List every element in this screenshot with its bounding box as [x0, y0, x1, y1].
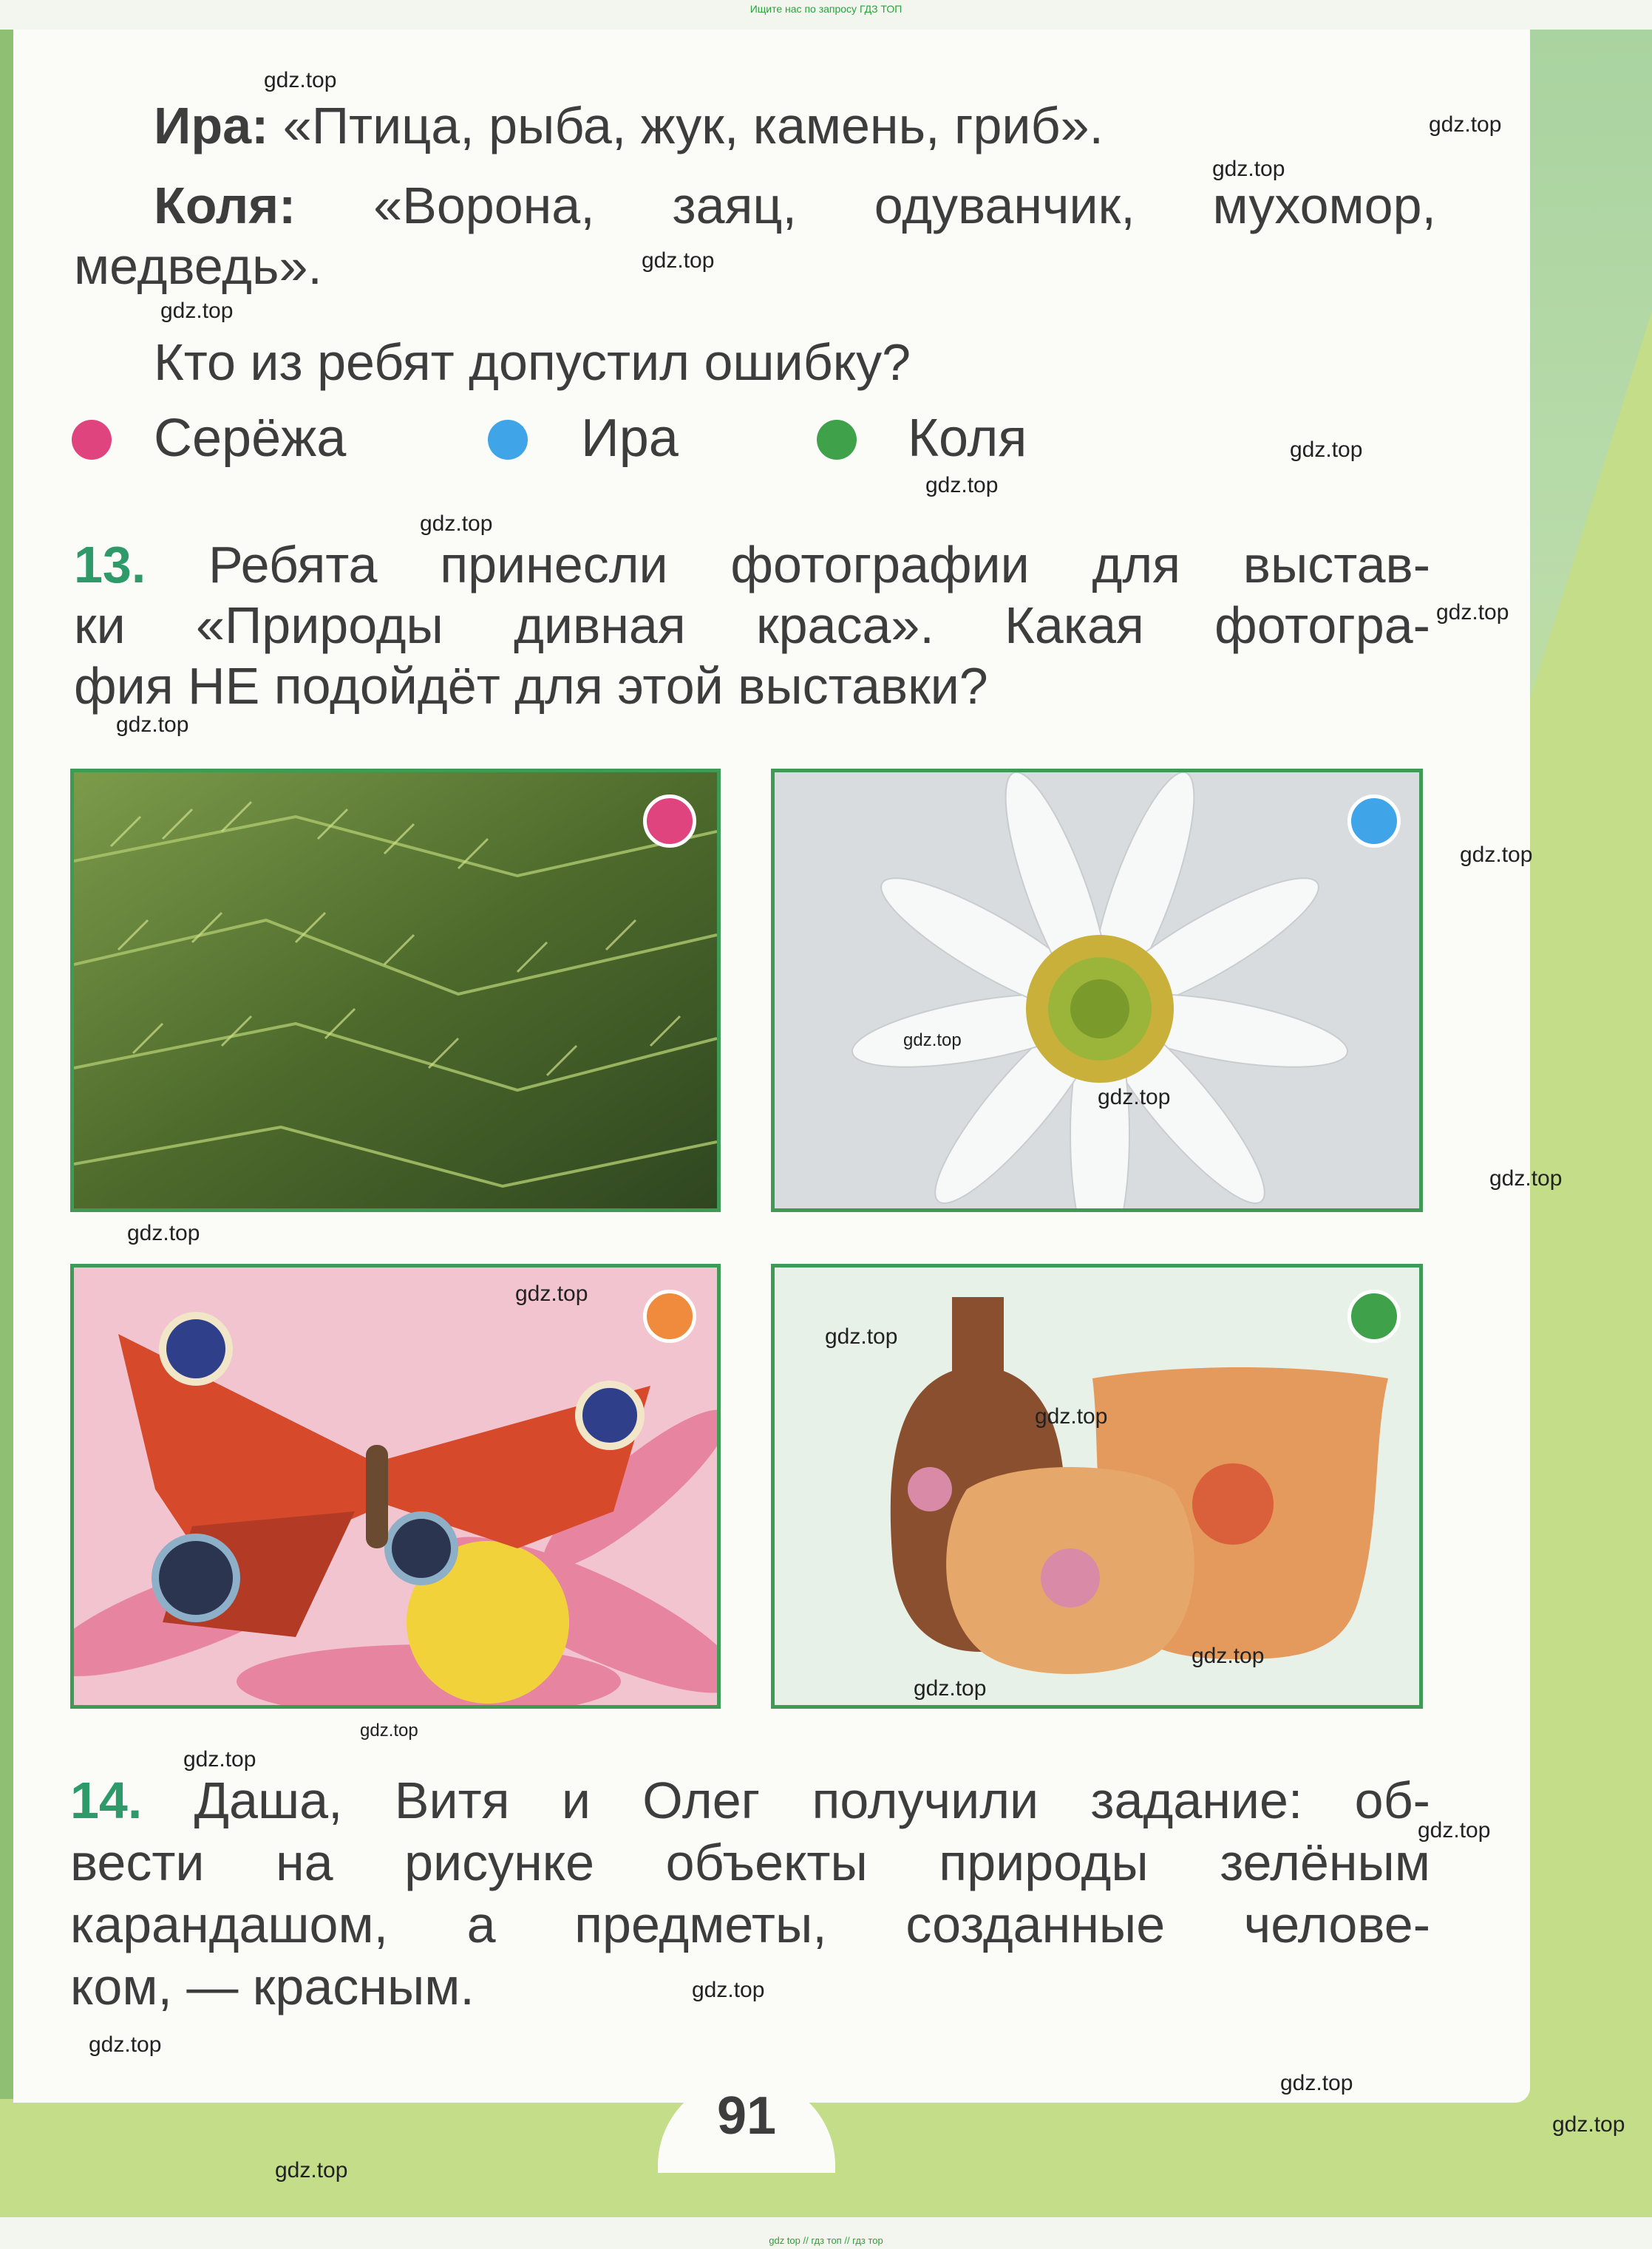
kolya-text-1: «Ворона, заяц, одуванчик, мухомор,: [373, 177, 1436, 234]
watermark: gdz.top: [1035, 1404, 1108, 1429]
kolya-answer-line2: медведь».: [74, 237, 322, 295]
watermark: gdz.top: [1489, 1166, 1563, 1191]
task13-line3: фия НЕ подойдёт для этой выставки?: [74, 657, 988, 715]
watermark: gdz.top: [903, 1030, 962, 1050]
watermark: gdz.top: [1098, 1085, 1171, 1109]
watermark: gdz.top: [116, 712, 189, 737]
watermark: gdz.top: [160, 299, 234, 323]
watermark: gdz.top: [183, 1747, 256, 1772]
watermark: gdz.top: [1436, 600, 1509, 625]
task13-line2: ки «Природы дивная краса». Какая фотогра-: [74, 596, 1430, 654]
watermark: gdz.top: [89, 2032, 162, 2057]
watermark: gdz.top: [1212, 157, 1285, 181]
task14-number: 14.: [70, 1772, 143, 1829]
header-note: Ищите нас по запросу ГДЗ ТОП: [749, 3, 903, 15]
watermark: gdz.top: [420, 511, 493, 536]
kolya-name: Коля:: [154, 177, 296, 234]
task14-line1: [70, 1769, 1430, 1831]
ira-answer: [154, 95, 1322, 157]
task13-line1: [74, 534, 1430, 596]
watermark: gdz.top: [264, 68, 337, 92]
photo-butterfly[interactable]: [70, 1264, 721, 1709]
watermark: gdz.top: [1290, 438, 1363, 462]
page-number: 91: [716, 2086, 777, 2146]
watermark: gdz.top: [1280, 2071, 1353, 2095]
photo-vases-badge[interactable]: [1347, 1290, 1401, 1343]
watermark: gdz.top: [1429, 112, 1502, 137]
option-kolya-marker[interactable]: [817, 420, 857, 460]
watermark: gdz.top: [275, 2158, 348, 2182]
task14-line1-text: Даша, Витя и Олег получили задание: об-: [194, 1772, 1430, 1829]
watermark: gdz.top: [1552, 2112, 1625, 2137]
photo-butterfly-badge[interactable]: [643, 1290, 696, 1343]
footer-note: gdz top // гдз топ // гдз тор: [769, 2235, 883, 2246]
kolya-answer-line1: [154, 174, 1436, 237]
watermark: gdz.top: [127, 1221, 200, 1245]
photo-daisy-badge[interactable]: [1347, 795, 1401, 848]
photo-spruce-badge[interactable]: [643, 795, 696, 848]
task13-line1-text: Ребята принесли фотографии для выстав-: [208, 536, 1430, 593]
option-ira-marker[interactable]: [488, 420, 528, 460]
task14-line4: ком, — красным.: [70, 1958, 475, 2015]
watermark: gdz.top: [692, 1978, 765, 2002]
task13-number: 13.: [74, 536, 146, 593]
spruce-image: [74, 772, 717, 1208]
ira-text: «Птица, рыба, жук, камень, гриб».: [282, 97, 1104, 154]
watermark: gdz.top: [1460, 843, 1533, 867]
left-margin-stripe: [0, 30, 13, 2121]
task12-question: Кто из ребят допустил ошибку?: [154, 333, 911, 391]
option-kolya[interactable]: Коля: [908, 409, 1027, 468]
watermark: gdz.top: [914, 1676, 987, 1701]
butterfly-image: [74, 1268, 717, 1705]
option-seryozha-marker[interactable]: [72, 420, 112, 460]
watermark: gdz.top: [515, 1282, 588, 1306]
photo-daisy[interactable]: [771, 769, 1423, 1212]
photo-spruce[interactable]: [70, 769, 721, 1212]
watermark: gdz.top: [360, 1721, 418, 1741]
task14-line2: вести на рисунке объекты природы зелёным: [70, 1834, 1430, 1891]
option-seryozha[interactable]: Серёжа: [154, 409, 347, 468]
task14-line3: карандашом, а предметы, созданные челове-: [70, 1896, 1430, 1953]
watermark: gdz.top: [642, 248, 715, 273]
watermark: gdz.top: [825, 1324, 898, 1349]
ira-name: Ира:: [154, 97, 269, 154]
watermark: gdz.top: [925, 473, 999, 497]
daisy-image: [775, 772, 1419, 1208]
option-ira[interactable]: Ира: [581, 409, 679, 468]
watermark: gdz.top: [1192, 1644, 1265, 1668]
watermark: gdz.top: [1418, 1818, 1491, 1843]
